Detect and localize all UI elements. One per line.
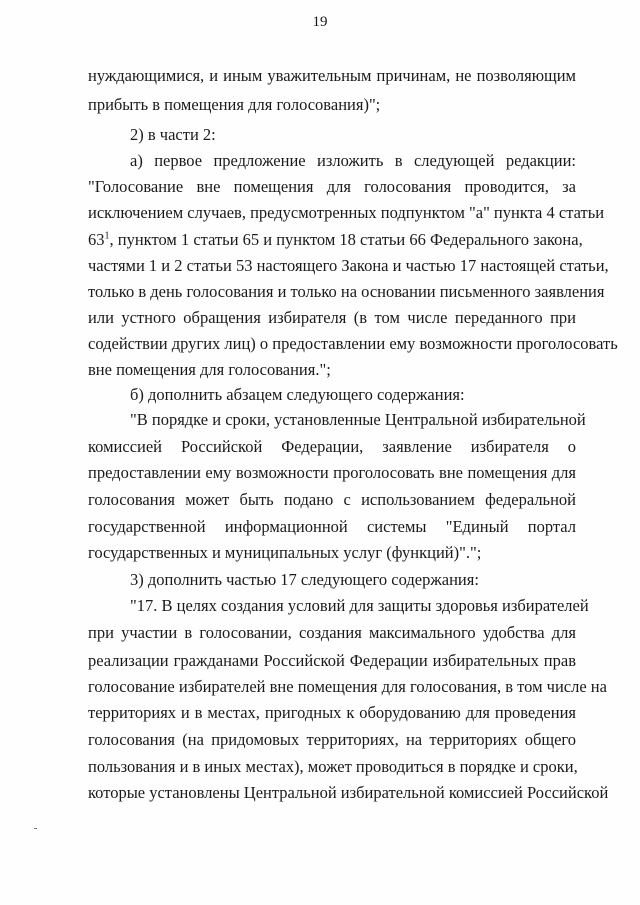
text-line: голосование избирателей вне помещения для голосования, в том числе на (88, 677, 607, 696)
text-line: содействии других лиц) о предоставлении ему возможности проголосовать (88, 334, 618, 353)
text-line: "Голосование вне помещения для голосования проводится, за (88, 177, 576, 196)
list-item-heading: 2) в части 2: (130, 125, 216, 144)
text-line: при участии в голосовании, создания максимального удобства для (88, 623, 576, 642)
text-line: частями 1 и 2 статьи 53 настоящего Закона и частью 17 настоящей статьи, (88, 256, 609, 275)
text-line: голосования (на придомовых территориях, на территориях общего (88, 730, 576, 749)
text-line: голосования может быть подано с использованием федеральной (88, 490, 576, 509)
text-line (88, 230, 583, 250)
text-line: только в день голосования и только на основании письменного заявления (88, 282, 605, 301)
text-line: или устного обращения избирателя (в том числе переданного при (88, 308, 576, 327)
list-item-heading: б) дополнить абзацем следующего содержания: (130, 385, 465, 404)
page-number: 19 (312, 14, 328, 30)
list-item-heading: 3) дополнить частью 17 следующего содержания: (130, 570, 479, 589)
text-line: "17. В целях создания условий для защиты здоровья избирателей (130, 596, 589, 615)
text-fragment: , пунктом 1 статьи 65 и пунктом 18 статьи 66 Федерального закона, (109, 230, 583, 249)
scan-mark (34, 828, 37, 829)
text-line: "В порядке и сроки, установленные Центральной избирательной (130, 410, 586, 429)
text-line: предоставлении ему возможности проголосовать вне помещения для (88, 463, 576, 482)
text-line: вне помещения для голосования."; (88, 360, 331, 379)
article-number: 63 (88, 230, 105, 249)
text-line: пользования и в иных местах), может проводиться в порядке и сроки, (88, 757, 578, 776)
text-line: которые установлены Центральной избирательной комиссией Российской (88, 783, 609, 802)
text-line: территориях и в местах, пригодных к оборудованию для проведения (88, 703, 576, 722)
text-line: реализации гражданами Российской Федерации избирательных прав (88, 651, 576, 670)
text-line: государственных и муниципальных услуг (функций)"."; (88, 543, 482, 562)
list-item-heading: а) первое предложение изложить в следующей редакции: (130, 151, 576, 170)
text-line: нуждающимися, и иным уважительным причинам, не позволяющим (88, 66, 576, 85)
article-superscript: 1 (104, 230, 110, 242)
text-line: прибыть в помещения для голосования)"; (88, 95, 381, 114)
text-line: государственной информационной системы "Единый портал (88, 517, 576, 536)
text-line: комиссией Российской Федерации, заявление избирателя о (88, 437, 576, 456)
text-line: исключением случаев, предусмотренных подпунктом "а" пункта 4 статьи (88, 203, 605, 222)
